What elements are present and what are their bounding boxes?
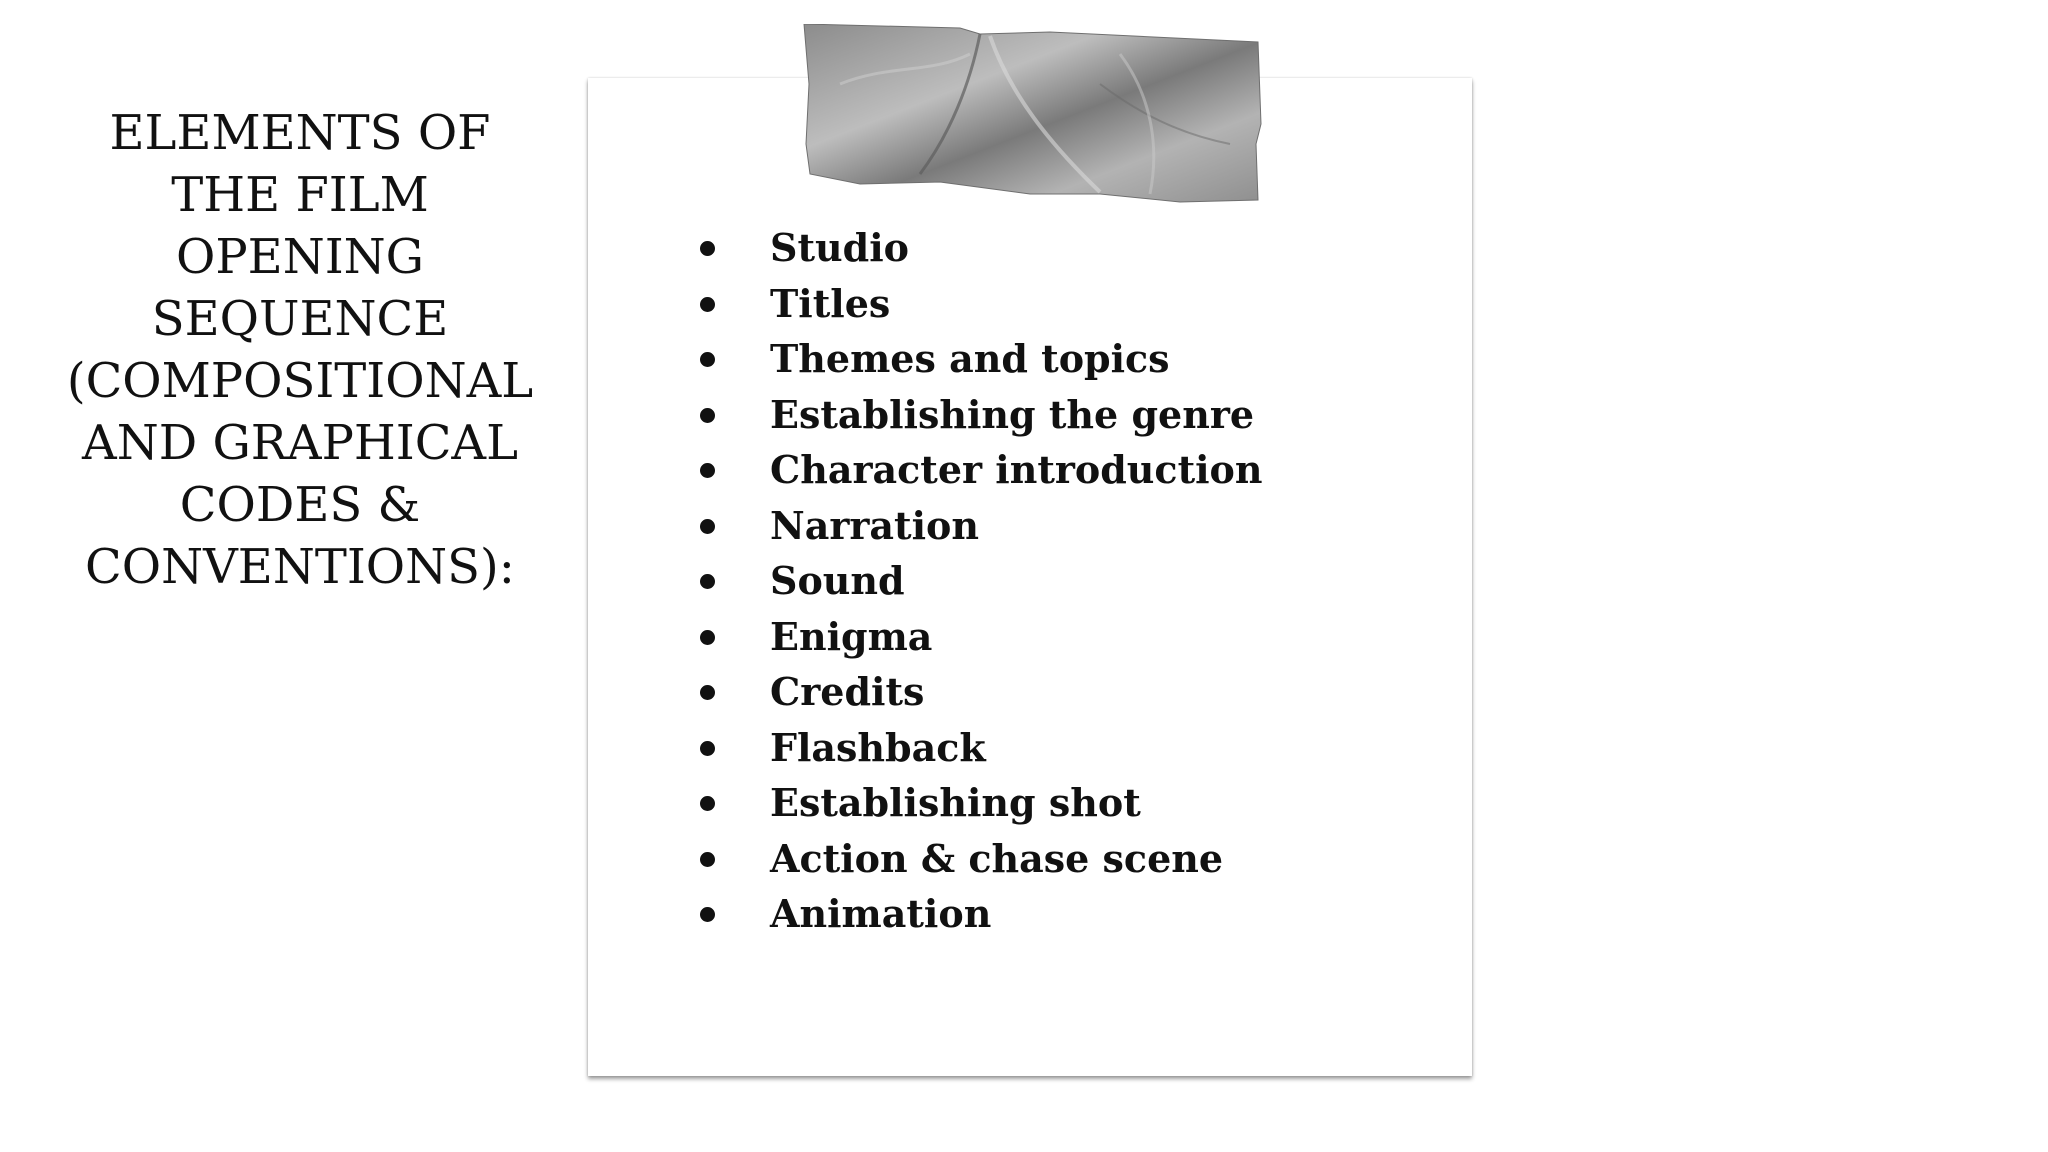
list-item-label: Enigma xyxy=(770,613,933,659)
list-item-label: Studio xyxy=(770,225,909,270)
list-item xyxy=(690,831,1263,887)
bullet-icon xyxy=(700,796,715,811)
duct-tape-icon xyxy=(800,24,1262,204)
list-item xyxy=(690,220,1263,276)
slide-title xyxy=(60,102,540,598)
list-item xyxy=(690,553,1263,609)
bullet-icon xyxy=(700,685,715,700)
list-item xyxy=(690,276,1263,332)
bullet-icon xyxy=(700,463,715,478)
bullet-icon xyxy=(700,519,715,534)
list-item-label: Themes and topics xyxy=(770,336,1170,381)
title-line: (COMPOSITIONAL xyxy=(66,353,534,409)
bullet-icon xyxy=(700,408,715,423)
bullet-icon xyxy=(700,630,715,645)
list-item xyxy=(690,331,1263,387)
list-item-label: Establishing the genre xyxy=(770,391,1255,437)
title-line: ELEMENTS OF xyxy=(109,105,491,161)
title-line: SEQUENCE xyxy=(151,291,449,347)
elements-list xyxy=(690,220,1263,942)
bullet-icon xyxy=(700,907,715,922)
list-item-label: Action & chase scene xyxy=(770,835,1224,881)
list-item xyxy=(690,609,1263,665)
title-line: CODES & xyxy=(179,477,421,533)
list-item-label: Establishing shot xyxy=(770,780,1141,825)
bullet-icon xyxy=(700,241,715,256)
bullet-icon xyxy=(700,574,715,589)
list-item xyxy=(690,664,1263,720)
list-item xyxy=(690,775,1263,831)
list-item-label: Narration xyxy=(770,502,979,548)
bullet-icon xyxy=(700,297,715,312)
bullet-icon xyxy=(700,741,715,756)
list-item-label: Titles xyxy=(770,280,891,326)
list-item-label: Flashback xyxy=(770,724,986,770)
list-item xyxy=(690,498,1263,554)
bullet-icon xyxy=(700,852,715,867)
bullet-icon xyxy=(700,352,715,367)
title-line: AND GRAPHICAL xyxy=(82,415,518,471)
list-item-label: Animation xyxy=(770,891,992,936)
list-item-label: Credits xyxy=(770,669,925,714)
list-item xyxy=(690,387,1263,443)
list-item xyxy=(690,886,1263,942)
title-line: CONVENTIONS): xyxy=(85,539,515,595)
list-item-label: Sound xyxy=(770,558,905,603)
title-line: THE FILM xyxy=(171,167,429,223)
list-item xyxy=(690,720,1263,776)
title-line: OPENING xyxy=(176,229,424,285)
list-item xyxy=(690,442,1263,498)
list-item-label: Character introduction xyxy=(770,447,1263,492)
